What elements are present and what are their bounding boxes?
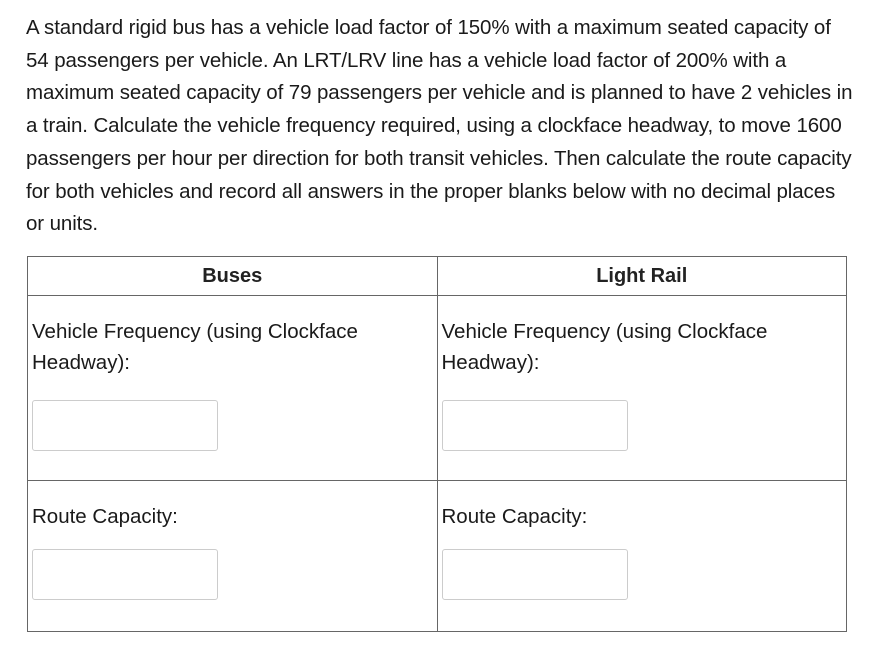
light-rail-capacity-cell bbox=[437, 481, 847, 632]
question-text: A standard rigid bus has a vehicle load factor of 150% with a maximum seated capacity of 54 passengers per vehicle. An LRT/LRV line has a vehicle load factor of 200% with a maximum seated capacity of 79 passengers per vehicle and is planned to have 2 vehicles in a train. Calculate the vehicle frequency required, using a clockface headway, to move 1600 passengers per hour per direction for both transit vehicles. Then calculate the route capacity for both vehicles and record all answers in the proper blanks below with no decimal places or units. bbox=[26, 16, 853, 236]
light-rail-frequency-input[interactable] bbox=[442, 400, 628, 451]
light-rail-frequency-label: Vehicle Frequency (using Clockface Headway): bbox=[441, 320, 768, 374]
light-rail-capacity-label: Route Capacity: bbox=[441, 505, 588, 528]
light-rail-header: Light Rail bbox=[437, 257, 847, 296]
buses-capacity-label: Route Capacity: bbox=[32, 505, 178, 528]
buses-capacity-input[interactable] bbox=[32, 549, 218, 600]
light-rail-capacity-input[interactable] bbox=[442, 549, 628, 600]
buses-frequency-input[interactable] bbox=[32, 400, 218, 451]
buses-header: Buses bbox=[28, 257, 438, 296]
capacity-row bbox=[28, 481, 847, 632]
table-header-row bbox=[28, 257, 847, 296]
answer-table bbox=[27, 256, 847, 632]
buses-frequency-cell bbox=[28, 296, 438, 481]
buses-capacity-cell bbox=[28, 481, 438, 632]
light-rail-frequency-cell bbox=[437, 296, 847, 481]
buses-frequency-label: Vehicle Frequency (using Clockface Headway): bbox=[32, 320, 358, 374]
frequency-row bbox=[28, 296, 847, 481]
